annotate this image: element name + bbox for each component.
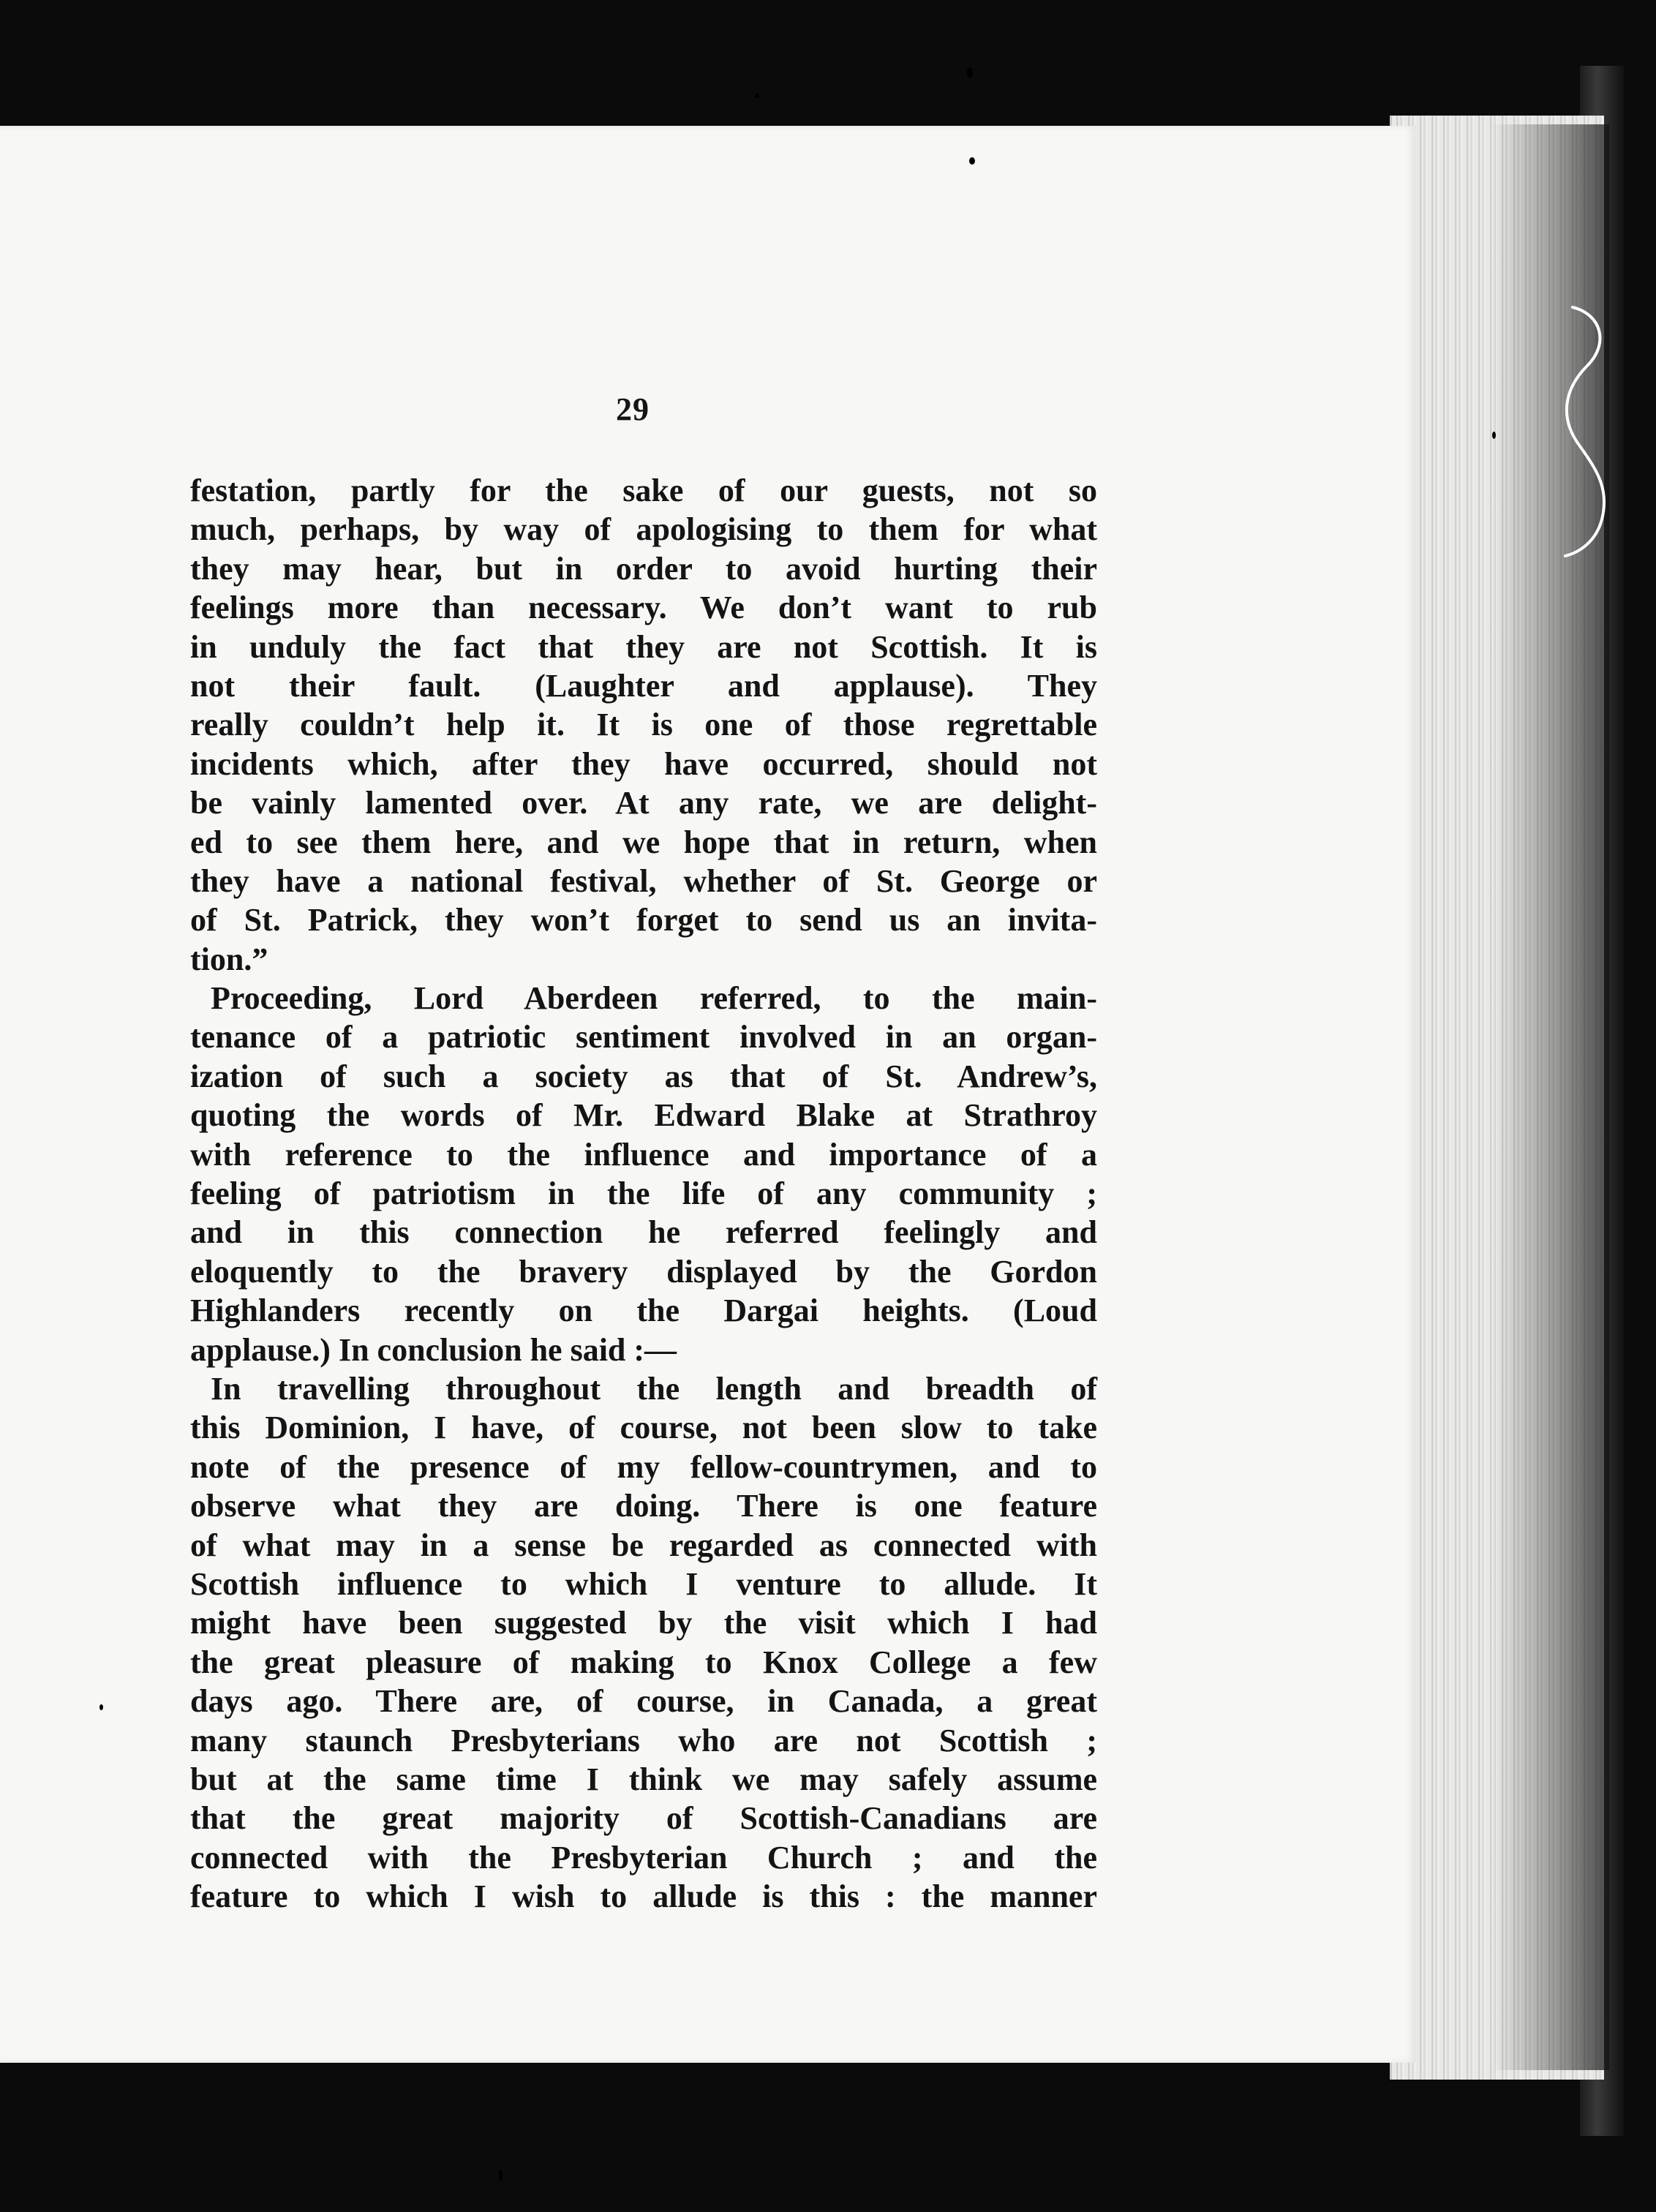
- text-line: of what may in a sense be regarded as connected with: [190, 1527, 1097, 1563]
- text-line: incidents which, after they have occurred, should not: [190, 745, 1097, 782]
- text-line: Highlanders recently on the Dargai heights. (Loud: [190, 1293, 1097, 1329]
- paragraph-start-line: In travelling throughout the length and breadth of: [211, 1370, 1097, 1407]
- text-line: festation, partly for the sake of our guests, not so: [190, 473, 1097, 508]
- text-line: quoting the words of Mr. Edward Blake at Strathroy: [190, 1097, 1097, 1134]
- text-line: feature to which I wish to allude is this : the manner: [190, 1878, 1097, 1915]
- text-line: really couldn’t help it. It is one of those regrettable: [190, 707, 1097, 743]
- text-line: that the great majority of Scottish-Canadians are: [190, 1800, 1097, 1837]
- text-line: ed to see them here, and we hope that in return, when: [190, 824, 1097, 860]
- text-line: they have a national festival, whether of St. George or: [190, 862, 1097, 899]
- text-line: not their fault. (Laughter and applause). They: [190, 667, 1097, 704]
- text-line: feeling of patriotism in the life of any community ;: [190, 1175, 1097, 1212]
- paragraph-start-line: Proceeding, Lord Aberdeen referred, to the main-: [211, 980, 1097, 1017]
- text-line: they may hear, but in order to avoid hurting their: [190, 550, 1097, 587]
- text-line: eloquently to the bravery displayed by the Gordon: [190, 1253, 1097, 1290]
- page-number: 29: [616, 391, 650, 427]
- dust-speck: [499, 2170, 503, 2181]
- text-line: feelings more than necessary. We don’t want to rub: [190, 590, 1097, 626]
- body-text: [190, 471, 1097, 1916]
- text-line: days ago. There are, of course, in Canada, a great: [190, 1683, 1097, 1720]
- text-line: many staunch Presbyterians who are not Scottish ;: [190, 1722, 1097, 1758]
- text-line: this Dominion, I have, of course, not been slow to take: [190, 1410, 1097, 1446]
- dust-speck: [99, 1704, 103, 1710]
- text-line: but at the same time I think we may safely assume: [190, 1761, 1097, 1797]
- text-line: be vainly lamented over. At any rate, we are delight-: [190, 785, 1097, 821]
- dust-speck: [755, 94, 759, 98]
- text-line: tion.”: [190, 941, 268, 977]
- text-line: might have been suggested by the visit which I had: [190, 1605, 1097, 1641]
- text-line: Scottish influence to which I venture to allude. It: [190, 1565, 1097, 1602]
- text-line: the great pleasure of making to Knox College a few: [190, 1644, 1097, 1680]
- text-line: in unduly the fact that they are not Scottish. It is: [190, 628, 1097, 665]
- text-line: ization of such a society as that of St. Andrew’s,: [190, 1058, 1097, 1094]
- loose-thread: [1529, 300, 1617, 563]
- text-line: note of the presence of my fellow-countrymen, and to: [190, 1448, 1097, 1485]
- book-page: [0, 126, 1415, 2063]
- text-line: with reference to the influence and importance of a: [190, 1136, 1097, 1173]
- text-line: connected with the Presbyterian Church ; and the: [190, 1839, 1097, 1876]
- dust-speck: [967, 67, 973, 78]
- text-line: of St. Patrick, they won’t forget to send us an invita-: [190, 902, 1097, 938]
- text-line: observe what they are doing. There is one feature: [190, 1488, 1097, 1524]
- text-line: much, perhaps, by way of apologising to them for what: [190, 511, 1097, 548]
- text-line: tenance of a patriotic sentiment involved in an organ-: [190, 1019, 1097, 1056]
- text-line: applause.) In conclusion he said :—: [190, 1331, 677, 1368]
- dust-speck: [1492, 432, 1496, 439]
- dust-speck: [969, 157, 975, 165]
- text-line: and in this connection he referred feelingly and: [190, 1214, 1097, 1251]
